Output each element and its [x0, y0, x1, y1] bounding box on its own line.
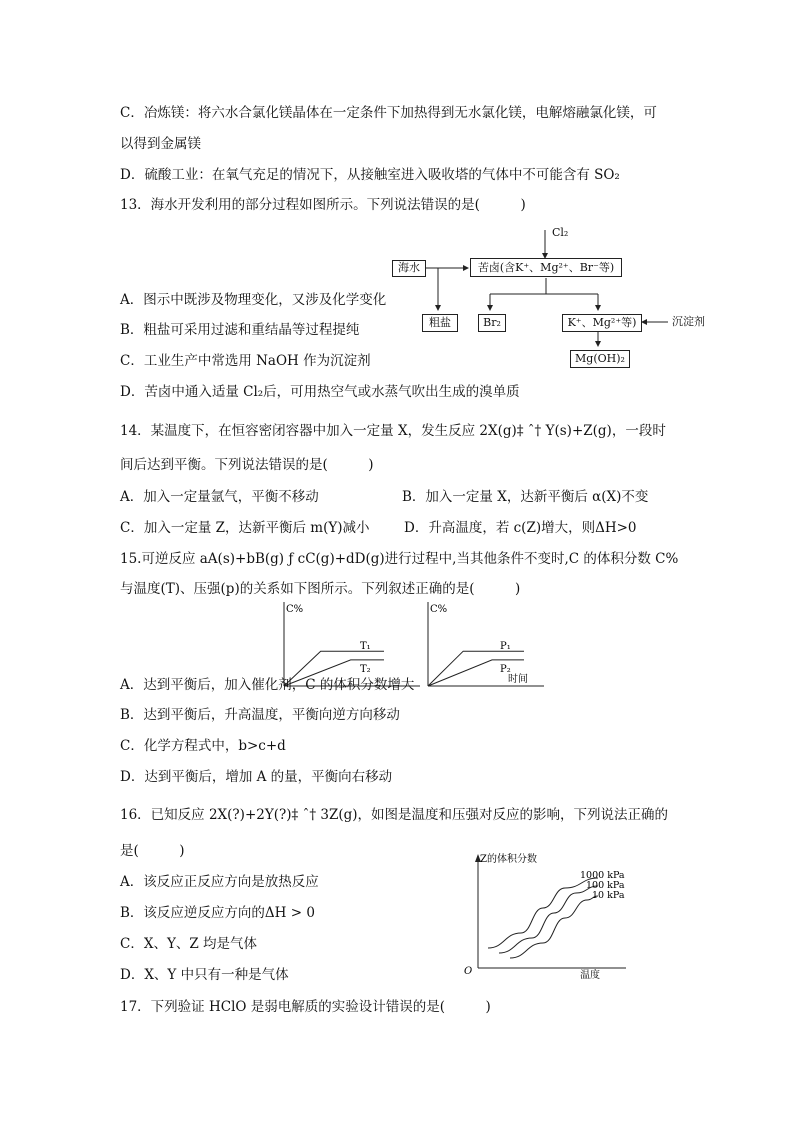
series-label-0: P₁ [500, 641, 511, 653]
q14-stem-line1: 14．某温度下，在恒容密闭容器中加入一定量 X，发生反应 2X(g)‡ ˆ† Y(s)+Z(g)，一段时 [120, 423, 666, 439]
q15-option-c: C．化学方程式中，b>c+d [120, 738, 286, 754]
q15-option-a: A．达到平衡后，加入催化剂，C 的体积分数增大 [120, 677, 415, 693]
q15-chart2-ylabel: C% [430, 604, 448, 615]
br2-box: Br₂ [478, 314, 506, 332]
q14-option-c: C．加入一定量 Z，达新平衡后 m(Y)减小 [120, 520, 370, 536]
q16-option-d: D．X、Y 中只有一种是气体 [120, 967, 289, 983]
q15-option-b: B．达到平衡后，升高温度，平衡向逆方向移动 [120, 707, 400, 723]
q13-option-a: A．图示中既涉及物理变化，又涉及化学变化 [120, 292, 387, 308]
q13-option-b: B．粗盐可采用过滤和重结晶等过程提纯 [120, 322, 360, 338]
q14-option-a: A．加入一定量氩气，平衡不移动 [120, 489, 319, 505]
flow-arrows [380, 226, 720, 376]
series-label-1: P₂ [500, 663, 511, 675]
crude-salt-box: 粗盐 [422, 314, 458, 332]
precipitant-label: 沉淀剂 [672, 315, 705, 328]
q16-xlabel: 温度 [580, 970, 600, 980]
q15-option-d: D．达到平衡后，增加 A 的量，平衡向右移动 [120, 769, 393, 785]
q14-option-d: D．升高温度，若 c(Z)增大，则ΔH>0 [404, 520, 637, 536]
q16-series-label-0: 1000 kPa [580, 870, 625, 881]
q12-option-c-line1: C．冶炼镁：将六水合氯化镁晶体在一定条件下加热得到无水氯化镁，电解熔融氯化镁，可 [120, 105, 657, 121]
mgoh2-box: Mg(OH)₂ [570, 350, 630, 368]
q16-option-c: C．X、Y、Z 均是气体 [120, 936, 258, 952]
q16-ylabel: Z的体积分数 [480, 854, 537, 865]
q17-stem: 17．下列验证 HClO 是弱电解质的实验设计错误的是( ) [120, 999, 491, 1015]
q16-z-fraction-chart [458, 850, 638, 980]
q13-option-d: D．苦卤中通入适量 Cl₂后，可用热空气或水蒸气吹出生成的溴单质 [120, 384, 520, 400]
q16-series-curve-1 [499, 886, 598, 953]
q16-series-curve-2 [510, 896, 598, 958]
q15-stem-line1: 15.可逆反应 aA(s)+bB(g) ƒ cC(g)+dD(g)进行过程中,当其他条件不变时,C 的体积分数 C% [120, 551, 679, 567]
bittern-box: 苦卤(含K⁺、Mg²⁺、Br⁻等) [470, 258, 622, 277]
seawater-box: 海水 [392, 260, 426, 277]
q15-chart1-ylabel: C% [286, 604, 304, 615]
q15-chart2-xlabel: 时间 [508, 674, 528, 685]
q16-option-b: B．该反应逆反应方向的ΔH > 0 [120, 905, 315, 921]
q13-flow-diagram [380, 226, 720, 376]
q13-option-c: C．工业生产中常选用 NaOH 作为沉淀剂 [120, 353, 371, 369]
series-label-1: T₂ [360, 663, 371, 675]
q16-series-label-1: 100 kPa [586, 880, 625, 891]
q15-pressure-chart [424, 600, 544, 690]
cl2-label: Cl₂ [552, 226, 569, 239]
series-label-0: T₁ [360, 641, 371, 653]
q16-series-label-2: 10 kPa [592, 890, 625, 901]
q16-option-a: A．该反应正反应方向是放热反应 [120, 874, 319, 890]
q13-stem: 13．海水开发利用的部分过程如图所示。下列说法错误的是( ) [120, 197, 526, 213]
q16-stem-line1: 16．已知反应 2X(?)+2Y(?)‡ ˆ† 3Z(g)，如图是温度和压强对反应的影响，下列说法正确的 [120, 807, 669, 823]
q12-option-c-line2: 以得到金属镁 [120, 136, 201, 152]
kmg-box: K⁺、Mg²⁺等) [562, 314, 642, 332]
q14-stem-line2: 间后达到平衡。下列说法错误的是( ) [120, 457, 374, 473]
q16-series-curve-0 [488, 878, 598, 948]
q14-option-b: B．加入一定量 X，达新平衡后 α(X)不变 [402, 489, 649, 505]
q16-stem-line2: 是( ) [120, 843, 185, 859]
q12-option-d: D．硫酸工业：在氧气充足的情况下，从接触室进入吸收塔的气体中不可能含有 SO₂ [120, 167, 620, 183]
q16-origin: O [464, 966, 473, 977]
q15-stem-line2: 与温度(T)、压强(p)的关系如下图所示。下列叙述正确的是( ) [120, 581, 521, 597]
